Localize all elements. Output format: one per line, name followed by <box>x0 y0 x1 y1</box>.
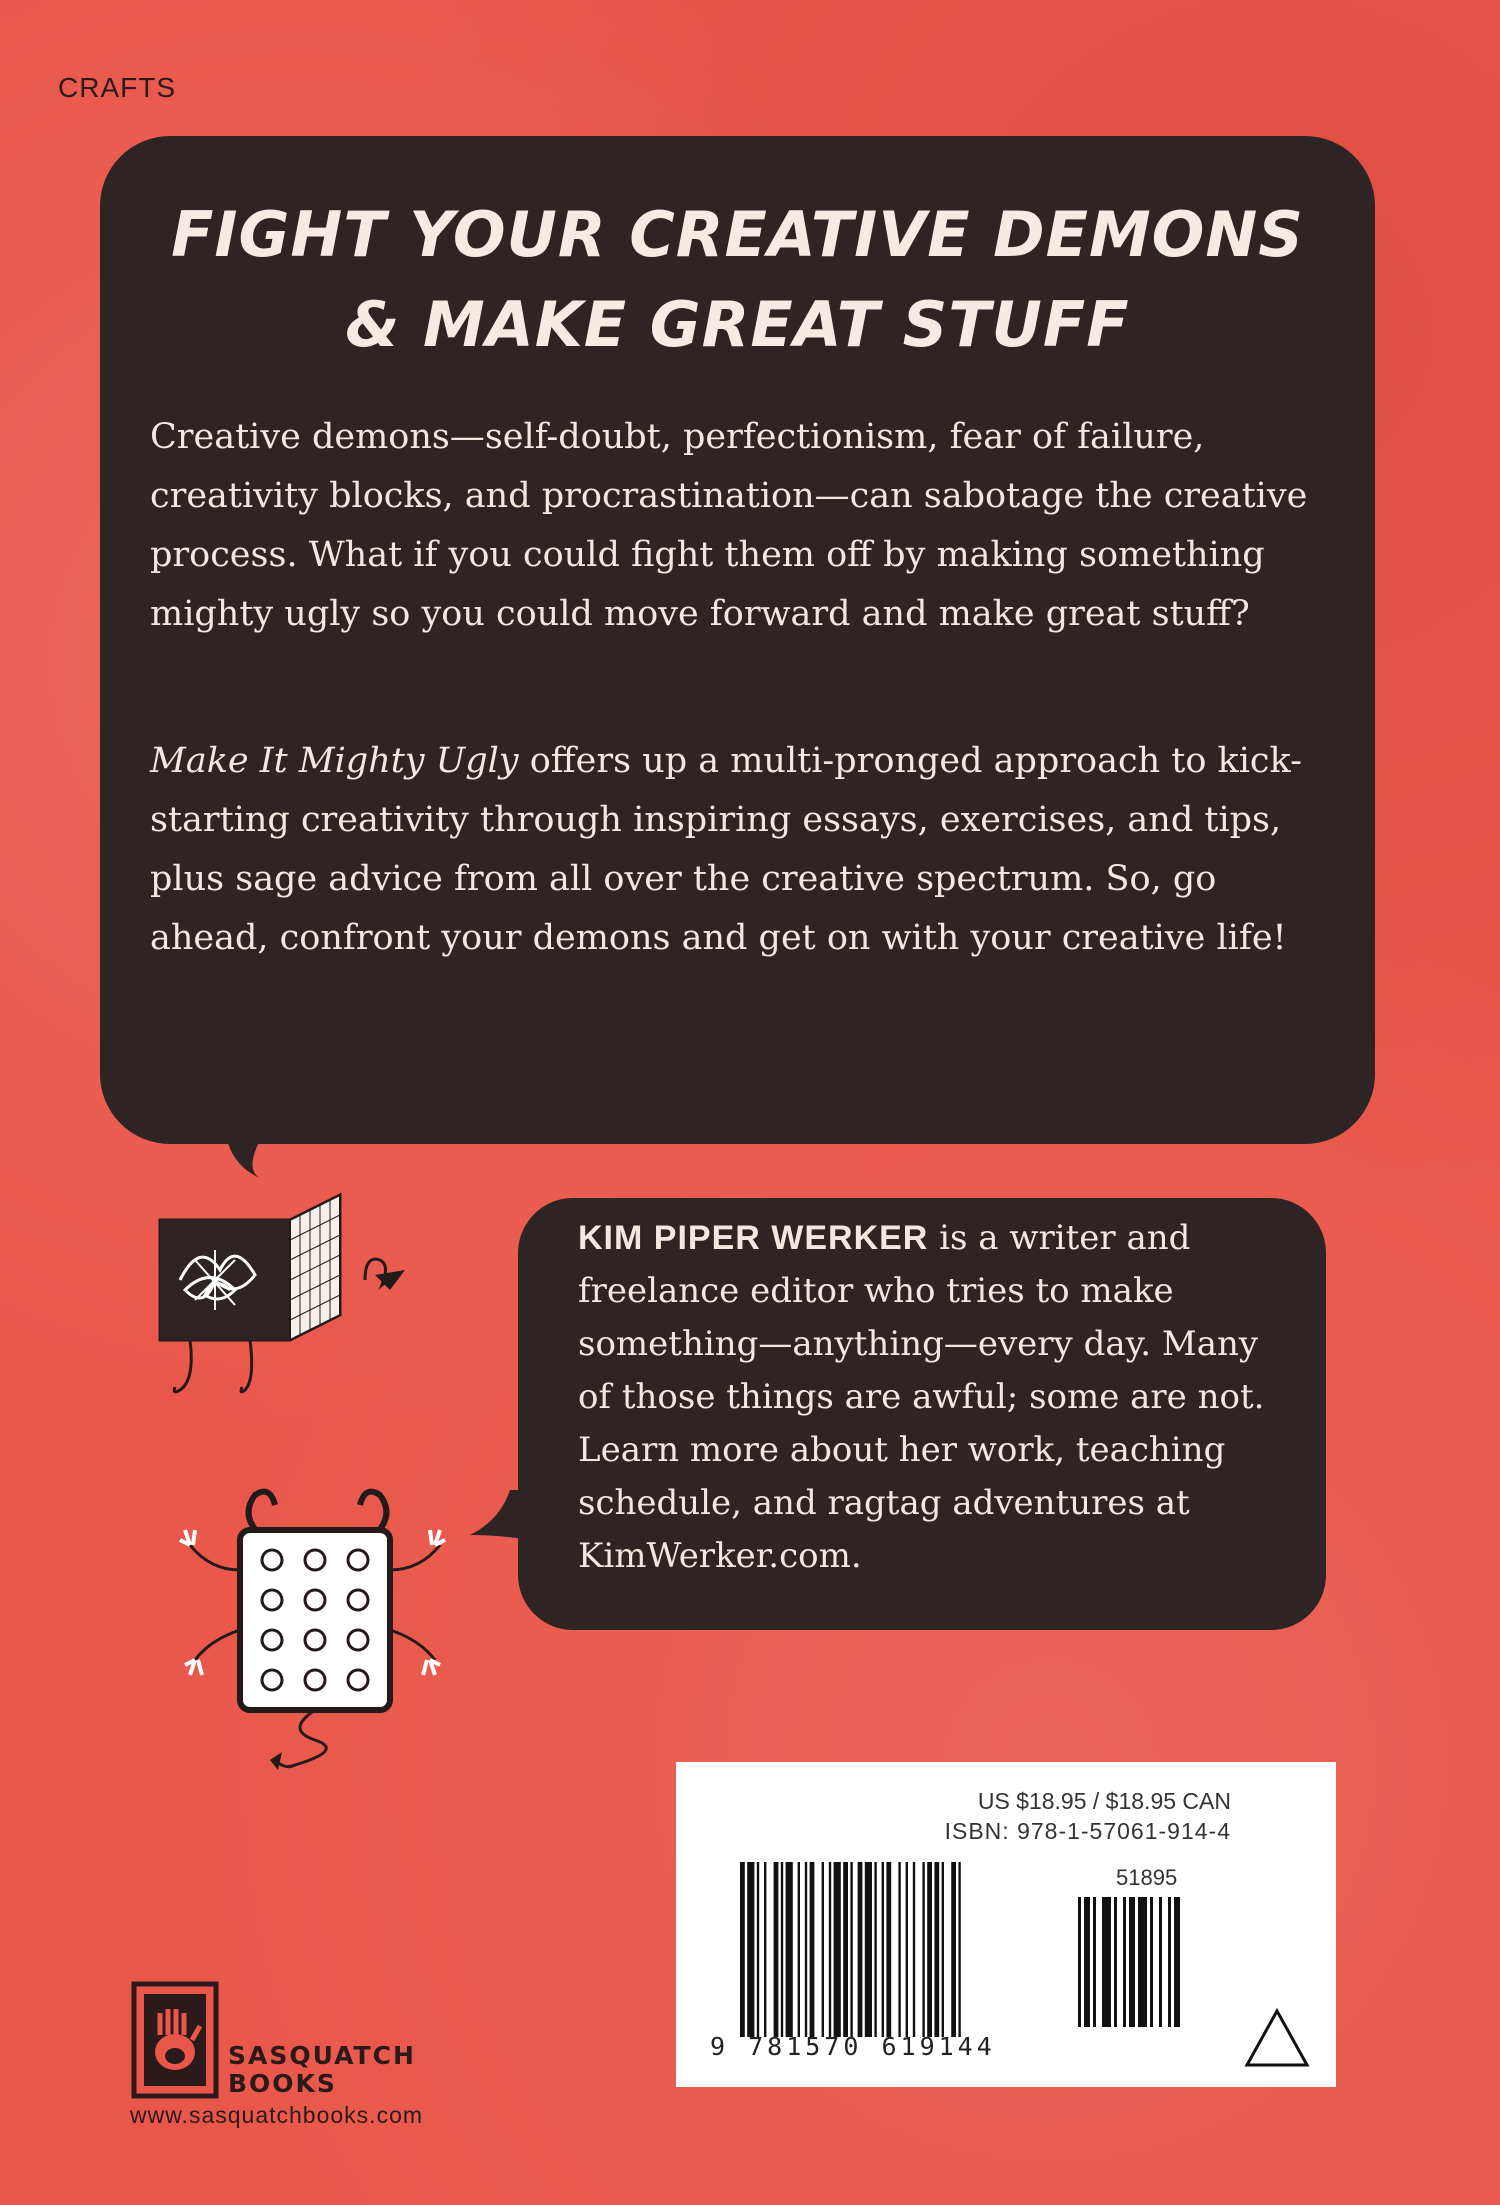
speech-bubble-tail <box>220 1120 300 1180</box>
barcode-bar <box>874 1862 876 2037</box>
triangle-icon <box>1243 2007 1311 2069</box>
author-bubble-tail <box>470 1490 530 1550</box>
barcode-bar <box>829 1862 831 2037</box>
barcode-bar <box>822 1862 824 2037</box>
publisher-name-line-2: BOOKS <box>228 2069 337 2098</box>
headline-line-2: & MAKE GREAT STUFF <box>345 288 1130 361</box>
barcode-bar <box>906 1862 908 2037</box>
barcode-bar <box>850 1862 852 2037</box>
barcode-bar <box>865 1862 872 2037</box>
publisher-url: www.sasquatchbooks.com <box>130 2102 424 2128</box>
publisher-name-line-1: SASQUATCH <box>228 2041 416 2070</box>
isbn-barcode <box>740 1862 1040 2037</box>
addon-barcode-bar <box>1174 1897 1180 2027</box>
barcode-bar <box>882 1862 884 2037</box>
barcode-bar <box>886 1862 891 2037</box>
barcode-bar <box>774 1862 779 2037</box>
barcode-bar <box>834 1862 841 2037</box>
description-paragraph-1: Creative demons—self-doubt, perfectionism, fear of failure, creativity blocks, and procrastination—can sabotage the creative process. What if you could fight them off by making something mighty ugly so you could move forward and make great stuff? <box>150 417 1308 634</box>
barcode-bar <box>958 1862 960 2037</box>
barcode-bar <box>942 1862 944 2037</box>
barcode-bar <box>757 1862 759 2037</box>
category-label: CRAFTS <box>58 72 176 103</box>
barcode-bar <box>786 1862 793 2037</box>
addon-barcode-bar <box>1093 1897 1096 2027</box>
addon-barcode-bar <box>1159 1897 1162 2027</box>
barcode-bar <box>764 1862 766 2037</box>
barcode-bar <box>898 1862 900 2037</box>
author-bio-text: is a writer and freelance editor who tries to make something—anything—every day. Many of those things are awful; some are not. Learn more about her work, teaching schedule, and ragtag adventures at KimWerker.com. <box>578 1218 1265 1576</box>
description-paragraph-2 <box>150 732 1330 968</box>
barcode-digits: 9 781570 619144 <box>710 2032 996 2061</box>
addon-barcode <box>1078 1897 1228 2027</box>
headline-line-1: FIGHT YOUR CREATIVE DEMONS <box>171 198 1304 271</box>
addon-barcode-bar <box>1084 1897 1090 2027</box>
barcode-bar <box>858 1862 863 2037</box>
description-paragraph-2-text: offers up a multi-pronged approach to kick-starting creativity through inspiring essays, exercises, and tips, plus sage advice from all over the creative spectrum. So, go ahead, confront your demons and get on with your creative life! <box>150 741 1302 958</box>
addon-barcode-bar <box>1078 1897 1081 2027</box>
barcode-bar <box>810 1862 815 2037</box>
barcode-bar <box>922 1862 924 2037</box>
addon-barcode-bar <box>1138 1897 1147 2027</box>
book-title: Make It Mighty Ugly <box>150 741 519 781</box>
price-label: US $18.95 / $18.95 CAN <box>977 1788 1231 1814</box>
addon-barcode-bar <box>1102 1897 1111 2027</box>
barcode-bar <box>747 1862 754 2037</box>
addon-barcode-bar <box>1168 1897 1171 2027</box>
barcode-bar <box>913 1862 915 2037</box>
barcode-bar <box>805 1862 807 2037</box>
barcode-bar <box>740 1862 745 2037</box>
barcode-panel <box>676 1762 1336 2087</box>
publisher-name <box>228 2042 416 2098</box>
barcode-bar <box>781 1862 783 2037</box>
headline <box>100 190 1375 370</box>
barcode-bar <box>951 1862 956 2037</box>
barcode-bar <box>798 1862 800 2037</box>
addon-barcode-label: 51895 <box>1116 1865 1178 1890</box>
addon-barcode-bar <box>1129 1897 1135 2027</box>
addon-barcode-bar <box>1150 1897 1153 2027</box>
sasquatch-books-logo <box>130 1980 220 2100</box>
button-monster-illustration <box>160 1480 490 1780</box>
isbn-label: ISBN: 978-1-57061-914-4 <box>944 1818 1231 1844</box>
addon-barcode-bar <box>1114 1897 1117 2027</box>
barcode-bar <box>927 1862 932 2037</box>
author-bio <box>578 1212 1298 1583</box>
author-name: KIM PIPER WERKER <box>578 1219 929 1257</box>
barcode-bar <box>934 1862 939 2037</box>
addon-barcode-bar <box>1123 1897 1126 2027</box>
cube-monster-illustration <box>140 1190 440 1400</box>
barcode-bar <box>843 1862 848 2037</box>
